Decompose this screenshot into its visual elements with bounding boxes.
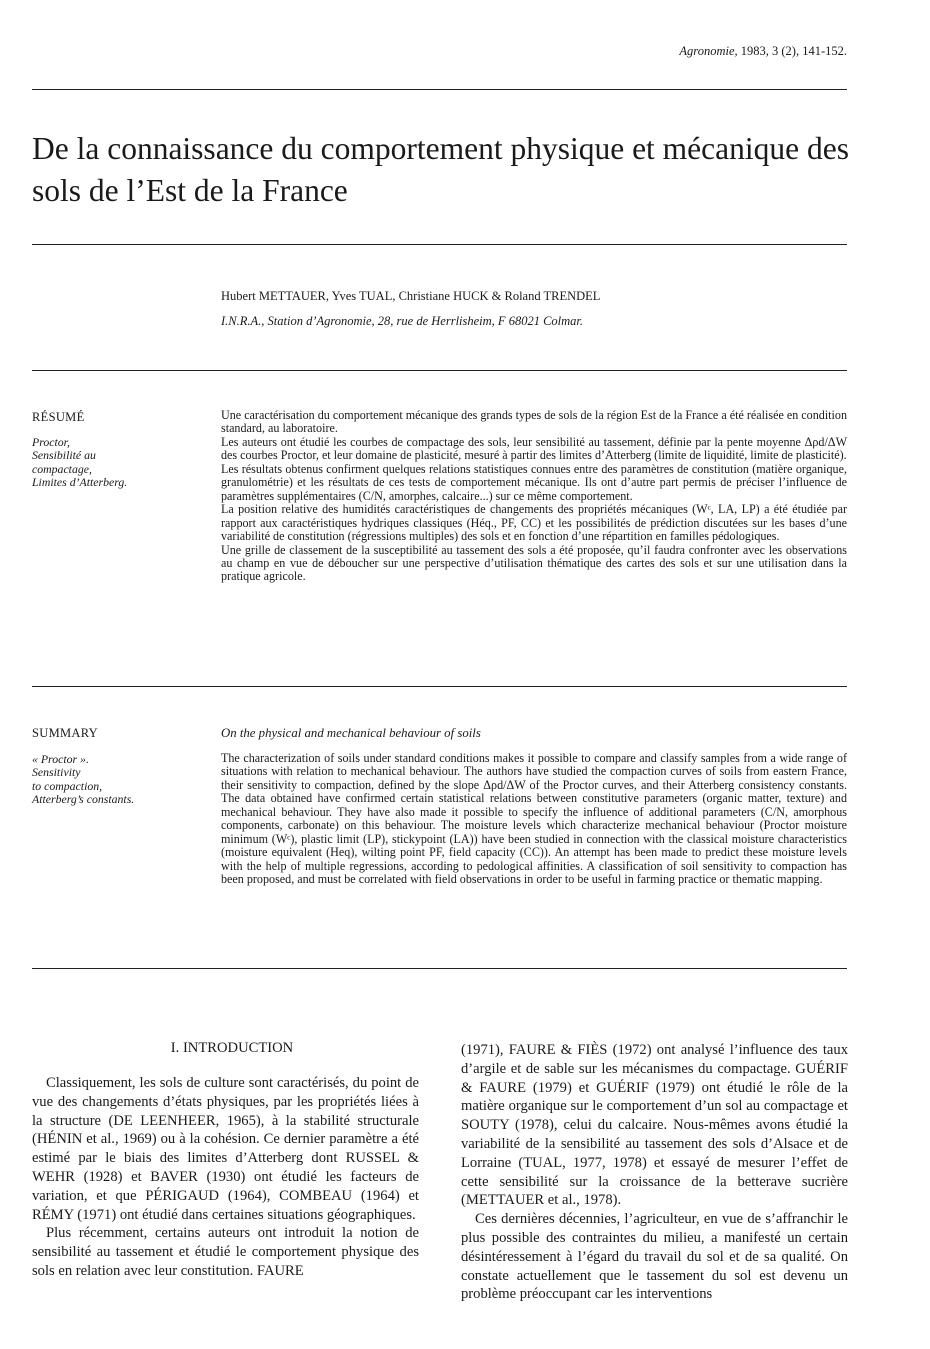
summary-title: On the physical and mechanical behaviour of soils <box>221 726 481 740</box>
body-column-left <box>32 1074 419 1281</box>
resume-keyword: Limites d’Atterberg. <box>32 475 128 490</box>
resume-paragraph: Les résultats obtenus confirment quelques relations statistiques connues entre des paramètres de constitution (matière organique, granulométrie) et les résultats de ces tests de comportement mécanique. Ils ont d’autre part permis de préciser l’influence de paramètres supplémentaires (C/N, amorphes, calcaire...) sur ce même comportement. <box>221 461 847 503</box>
summary-heading: SUMMARY <box>32 726 99 740</box>
summary-paragraph: The characterization of soils under standard conditions makes it possible to compare and classify samples from a wide range of situations with relation to mechanical behaviour. The authors have studied the compaction curves of soils from eastern France, their sensitivity to compaction, defined by the slope Δρd/ΔW of the Proctor curves, and their Atterberg consistency constants. The data obtained have confirmed certain statistical relations between constitutive parameters (organic matter, texture) and mechanical behaviour. They have also made it possible to specify the influence of additional parameters (C/N, amorphous components, carbonate) on this behaviour. The moisture levels which characterize mechanical behaviour (Proctor moisture minimum (Wᶜ), plastic limit (LP), stickypoint (LA)) have been studied in connection with the classical moisture characteristics (moisture equivalent (Heq), wilting point PF, field capacity (CC)). An attempt has been made to predict these moisture levels with the help of multiple regressions, according to pedological affinities. A classification of soil sensitivity to compaction has been proposed, and must be correlated with field observations in order to be useful in farming practice or thematic mapping. <box>221 751 847 887</box>
summary-rule <box>32 968 847 969</box>
affiliation-rule <box>32 370 847 371</box>
resume-paragraph: Les auteurs ont étudié les courbes de compactage des sols, leur sensibilité au tassement, définie par la pente moyenne Δρd/ΔW des courbes Proctor, et leur domaine de plasticité, mesuré à partir des limites d’Atterberg (limite de liquidité, limite de plasticité). <box>221 434 847 463</box>
authors: Hubert METTAUER, Yves TUAL, Christiane HUCK & Roland TRENDEL <box>221 289 601 303</box>
body-paragraph: (1971), FAURE & FIÈS (1972) ont analysé l’influence des taux d’argile et de sable sur les mécanismes du compactage. GUÉRIF & FAURE (1979) et GUÉRIF (1979) ont étudié le rôle de la matière organique sur le comportement d’un sol au compactage et SOUTY (1978), celui du calcaire. Nous-mêmes avons étudié la variabilité de la sensibilité au tassement des sols d’Alsace et de Lorraine (TUAL, 1977, 1978) et essayé de mesurer l’effet de cette sensibilité sur la croissance de la betterave sucrière (METTAUER et al., 1978). <box>461 1042 848 1209</box>
journal-details: 1983, 3 (2), 141-152. <box>740 44 847 58</box>
summary-text <box>221 752 847 887</box>
title-rule <box>32 244 847 245</box>
resume-text <box>221 409 847 584</box>
resume-rule <box>32 686 847 687</box>
introduction-heading: I. INTRODUCTION <box>170 1040 294 1056</box>
resume-keyword: compactage, <box>32 461 92 476</box>
journal-name: Agronomie, <box>679 44 738 58</box>
summary-keyword: « Proctor ». <box>32 752 89 766</box>
summary-keyword: to compaction, <box>32 778 103 793</box>
body-paragraph: Classiquement, les sols de culture sont caractérisés, du point de vue des changements d’états physiques, par les propriétés liées à la structure (DE LEENHEER, 1965), à la stabilité structurale (HÉNIN et al., 1969) ou à la cohésion. Ce dernier paramètre a été estimé par le biais des limites d’Atterberg dont RUSSEL & WEHR (1928) et BAVER (1930) ont étudié les facteurs de variation, et que PÉRIGAUD (1964), COMBEAU (1964) et RÉMY (1971) ont étudié dans certaines situations géographiques. <box>32 1075 419 1223</box>
body-paragraph: Ces dernières décennies, l’agriculteur, en vue de s’affranchir le plus possible des contraintes du milieu, a manifesté un certain désintéressement à l’égard du travail du sol et de sa qualité. On constate actuellement que le tassement du sol est devenu un problème préoccupant car les interventions <box>461 1211 848 1303</box>
paper-title: De la connaissance du comportement physique et mécanique des sols de l’Est de la France <box>32 131 849 208</box>
resume-paragraph: Une grille de classement de la susceptibilité au tassement des sols a été proposée, qu’il faudra confronter avec les observations au champ en vue de déboucher sur une perspective d’utilisation thématique des cartes des sols et sur une utilisation dans la pratique agricole. <box>221 542 847 584</box>
resume-keyword: Sensibilité au <box>32 448 96 463</box>
summary-keywords <box>32 753 134 807</box>
summary-keyword: Sensitivity <box>32 765 81 780</box>
resume-heading: RÉSUMÉ <box>32 410 85 424</box>
header-rule <box>32 89 847 90</box>
summary-keyword: Atterberg’s constants. <box>32 792 135 807</box>
body-column-right <box>461 1041 848 1304</box>
resume-keyword: Proctor, <box>32 435 70 449</box>
journal-citation <box>679 44 847 59</box>
body-paragraph: Plus récemment, certains auteurs ont introduit la notion de sensibilité au tassement et étudié le comportement physique des sols en relation avec leur constitution. FAURE <box>32 1225 419 1279</box>
affiliation: I.N.R.A., Station d’Agronomie, 28, rue de Herrlisheim, F 68021 Colmar. <box>221 314 584 328</box>
resume-keywords <box>32 436 127 490</box>
resume-paragraph: La position relative des humidités caractéristiques de changements des propriétés mécaniques (Wᶜ, LA, LP) a été étudiée par rapport aux caractéristiques hydriques classiques (Héq., PF, CC) et les possibilités de prédiction discutées sur les bases d’une variabilité de constitution (régressions multiples) des sols et en fonction d’une répartition en familles pédologiques. <box>221 502 847 544</box>
resume-paragraph: Une caractérisation du comportement mécanique des grands types de sols de la région Est de la France a été réalisée en condition standard, au laboratoire. <box>221 408 847 436</box>
